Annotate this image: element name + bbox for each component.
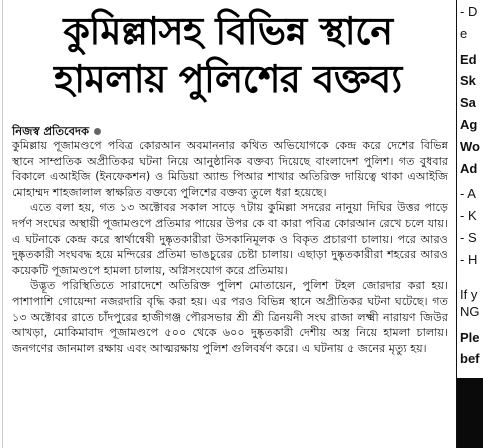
sidebar-line: Ple: [460, 330, 480, 345]
sidebar-line: Sk: [460, 73, 476, 88]
headline-line-2: হামলায় পুলিশের বক্তব্য: [54, 56, 402, 101]
sidebar-line: Sa: [460, 95, 476, 110]
sidebar-line: Wo: [460, 139, 480, 154]
sidebar-line: NG: [460, 304, 480, 319]
adjacent-column: [456, 0, 483, 448]
sidebar-line: e: [460, 26, 468, 41]
sidebar-line: - K: [460, 208, 477, 223]
sidebar-line: bef: [460, 351, 480, 366]
article-body: [12, 138, 448, 356]
sidebar-black-block: [457, 378, 483, 448]
sidebar-line: Ad: [460, 161, 478, 176]
column-divider: [2, 0, 3, 448]
paragraph-3: উদ্ভূত পরিস্থিতিতে সারাদেশে অতিরিক্ত পুলিশ মোতায়েন, পুলিশ টহল জোরদার করা হয়। পাশাপাশি গোয়েন্দা নজরদারি বৃদ্ধি করা হয়। এর পরও বিভিন্ন স্থানে অপ্রীতিকর ঘটনা ঘটেছে। গত ১৩ অক্টোবর রাতে চাঁদপুরের হাজীগঞ্জ পৌরসভার শ্রী শ্রী ত্রিনয়নী সংঘ রাজা লক্ষ্মী নারায়ণ জিউর আখড়া, মোকিমাবাদ পূজামণ্ডপে ৫০০ থেকে ৬০০ দুষ্কৃতকারী দেশীয় অস্ত্র নিয়ে হামলা চালায়। জনগণের জানমাল রক্ষায় এবং আত্মরক্ষায় পুলিশ গুলিবর্ষণ করে। এ ঘটনায় ৫ জনের মৃত্যু হয়।: [12, 279, 448, 355]
headline-line-1: কুমিল্লাসহ বিভিন্ন স্থানে: [63, 8, 393, 53]
sidebar-line: - A: [460, 186, 476, 201]
paragraph-2: এতে বলা হয়, গত ১৩ অক্টোবর সকাল সাড়ে ৭টায় কুমিল্লা সদরের নানুয়া দিঘির উত্তর পাড়ে দর্পণ সংঘের অস্থায়ী পূজামণ্ডপে প্রতিমার পায়ের উপর কে বা কারা পবিত্র কোরআন রেখে চলে যায়। এ ঘটনাকে কেন্দ্র করে স্বার্থান্বেষী দুষ্কৃতকারীরা উসকানিমূলক ও বিকৃত প্রচারণা চালায়। পরে আরও দুষ্কৃতকারী সংঘবদ্ধ হয়ে মন্দিরের প্রতিমা ভাঙচুরের চেষ্টা চালায়। এছাড়া দুষ্কৃতকারীরা শহরের আরও কয়েকটি পূজামণ্ডপে হামলা চালায়, অগ্নিসংযোগ করে প্রতিমায়।: [12, 201, 448, 277]
sidebar-line: - S: [460, 230, 477, 245]
sidebar-line: If y: [460, 287, 478, 302]
sidebar-line: Ag: [460, 117, 478, 132]
sidebar-line: Ed: [460, 52, 477, 67]
headline: [6, 8, 450, 104]
bullet-icon: [94, 128, 101, 135]
paragraph-1: কুমিল্লায় পূজামণ্ডপে পবিত্র কোরআন অবমাননার কথিত অভিযোগকে কেন্দ্র করে দেশের বিভিন্ন স্থানে সাম্প্রতিক অপ্রীতিকর ঘটনা নিয়ে আনুষ্ঠানিক বক্তব্য দিয়েছে বাংলাদেশ পুলিশ। গত বুধবার বিকালে এআইজি (ইনফেকশন) ও মিডিয়া অ্যান্ড পিআর শাখার অতিরিক্ত দায়িত্বে থাকা এআইজি মোহাম্মদ শাহজালাল স্বাক্ষরিত বক্তব্যে পুলিশের বক্তব্য তুলে ধরা হয়েছে।: [12, 139, 448, 199]
sidebar-line: - D: [460, 4, 478, 19]
byline-text: নিজস্ব প্রতিবেদক: [12, 124, 90, 138]
sidebar-line: - H: [460, 252, 478, 267]
